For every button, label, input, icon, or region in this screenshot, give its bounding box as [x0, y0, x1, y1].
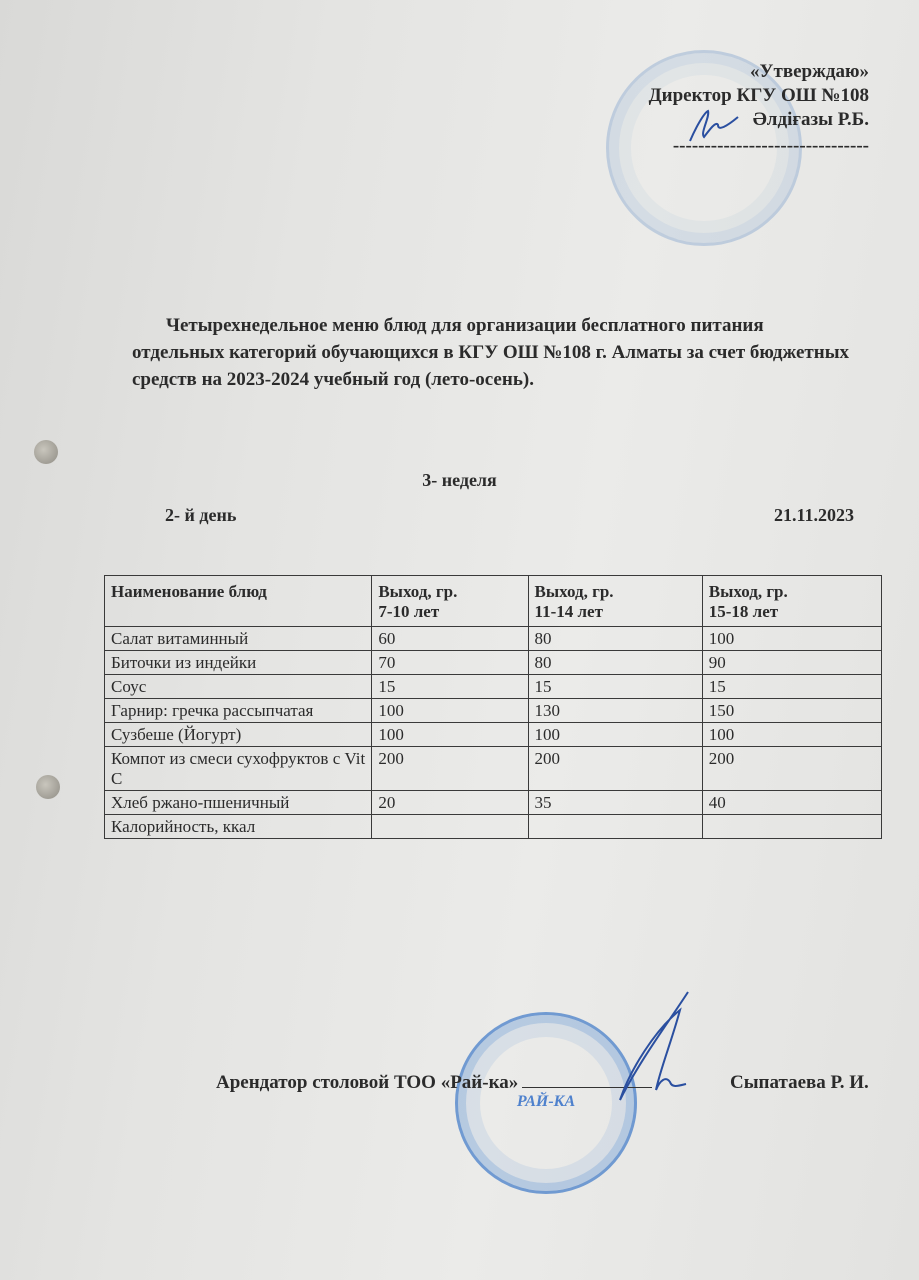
portion-11-14: 80 — [528, 627, 702, 651]
approval-heading: «Утверждаю» — [750, 61, 869, 82]
dish-name: Сузбеше (Йогурт) — [105, 723, 372, 747]
portion-7-10: 60 — [372, 627, 528, 651]
signature-line: ------------------------------- — [672, 135, 869, 156]
portion-15-18: 100 — [702, 627, 881, 651]
portion-15-18: 40 — [702, 791, 881, 815]
portion-7-10: 20 — [372, 791, 528, 815]
table-row — [105, 723, 882, 747]
punch-hole — [36, 775, 60, 799]
week-label: 3- неделя — [422, 470, 497, 490]
portion-11-14: 130 — [528, 699, 702, 723]
dish-name: Соус — [105, 675, 372, 699]
seal-text: РАЙ-КА — [516, 1093, 576, 1110]
menu-table — [104, 575, 882, 839]
portion-7-10: 15 — [372, 675, 528, 699]
table-row — [105, 675, 882, 699]
header-portion-7-10: Выход, гр. 7-10 лет — [372, 576, 528, 627]
dish-name: Компот из смеси сухофруктов с Vit C — [105, 747, 372, 791]
portion-7-10: 70 — [372, 651, 528, 675]
portion-11-14: 100 — [528, 723, 702, 747]
portion-11-14 — [528, 815, 702, 839]
director-name: Әлдіғазы Р.Б. — [752, 109, 869, 130]
portion-15-18: 100 — [702, 723, 881, 747]
dish-name: Хлеб ржано-пшеничный — [105, 791, 372, 815]
portion-15-18: 200 — [702, 747, 881, 791]
header-portion-15-18: Выход, гр. 15-18 лет — [702, 576, 881, 627]
portion-15-18: 150 — [702, 699, 881, 723]
approval-block — [649, 60, 869, 158]
dish-name: Калорийность, ккал — [105, 815, 372, 839]
portion-11-14: 15 — [528, 675, 702, 699]
table-row — [105, 651, 882, 675]
tenant-name: Сыпатаева Р. И. — [730, 1072, 869, 1093]
portion-7-10: 200 — [372, 747, 528, 791]
dish-name: Биточки из индейки — [105, 651, 372, 675]
portion-7-10: 100 — [372, 699, 528, 723]
portion-15-18: 90 — [702, 651, 881, 675]
table-row — [105, 699, 882, 723]
portion-7-10: 100 — [372, 723, 528, 747]
table-row — [105, 815, 882, 839]
portion-7-10 — [372, 815, 528, 839]
portion-11-14: 200 — [528, 747, 702, 791]
tenant-signature — [560, 990, 700, 1110]
header-portion-11-14: Выход, гр. 11-14 лет — [528, 576, 702, 627]
header-dish-name: Наименование блюд — [105, 576, 372, 627]
punch-hole — [34, 440, 58, 464]
table-row — [105, 791, 882, 815]
portion-11-14: 80 — [528, 651, 702, 675]
tenant-label: Арендатор столовой ТОО «Рай-ка» — [216, 1072, 519, 1093]
table-row — [105, 747, 882, 791]
menu-date: 21.11.2023 — [773, 505, 854, 525]
dish-name: Салат витаминный — [105, 627, 372, 651]
director-title: Директор КГУ ОШ №108 — [648, 85, 869, 106]
day-label: 2- й день — [165, 505, 237, 525]
portion-11-14: 35 — [528, 791, 702, 815]
portion-15-18: 15 — [702, 675, 881, 699]
dish-name: Гарнир: гречка рассыпчатая — [105, 699, 372, 723]
document-title: Четырехнедельное меню блюд для организации бесплатного питания отдельных категорий обучающихся в КГУ ОШ №108 г. Алматы за счет бюджетных средств на 2023-2024 учебный год (лето-осень). — [132, 315, 850, 390]
table-row — [105, 627, 882, 651]
table-header-row — [105, 576, 882, 627]
portion-15-18 — [702, 815, 881, 839]
